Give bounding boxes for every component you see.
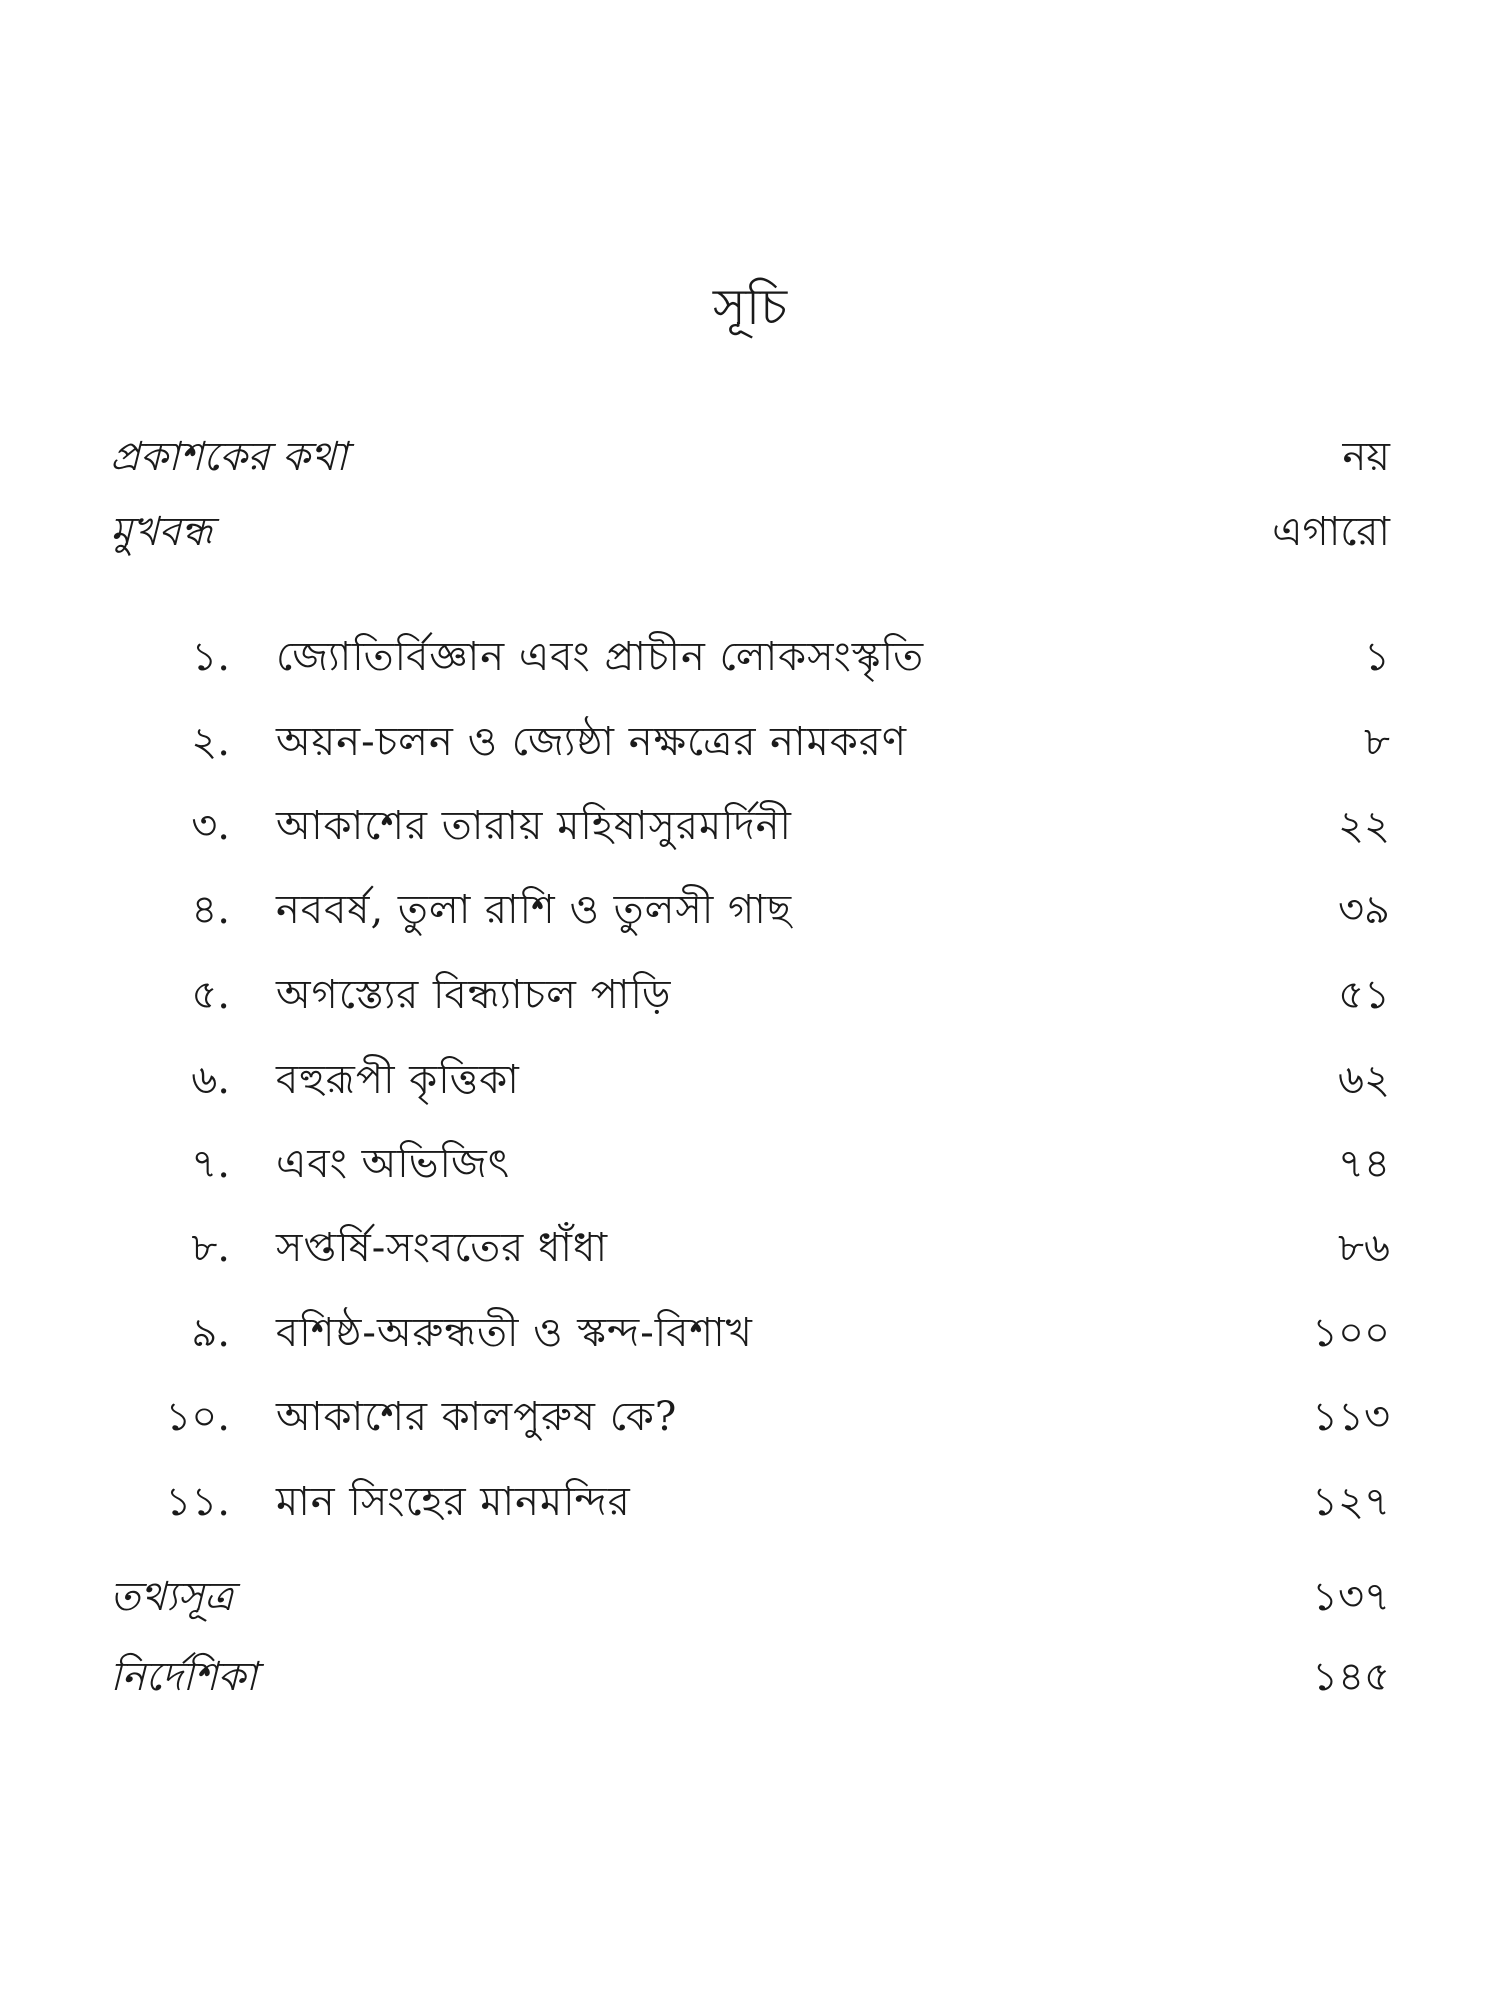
toc-entry-page: ১৪৫ [1312,1654,1390,1700]
toc-entry-index[interactable] [110,1642,1390,1712]
page-title: সূচি [712,278,788,336]
chapter-number: ৮. [191,1225,230,1271]
chapter-title: অগস্ত্যের বিন্ধ্যাচল পাড়ি [276,972,672,1018]
chapter-number: ১১. [165,1479,230,1525]
toc-entry-publishers-note[interactable] [110,422,1390,492]
chapter-title: নববর্ষ, তুলা রাশি ও তুলসী গাছ [276,887,793,933]
toc-chapter-11[interactable] [110,1467,1390,1537]
toc-chapter-7[interactable] [110,1129,1390,1199]
toc-chapter-5[interactable] [110,960,1390,1030]
chapter-page: ১২৭ [1312,1479,1390,1525]
chapter-page: ৮৬ [1338,1225,1390,1271]
toc-entry-page: ১৩৭ [1312,1574,1390,1620]
chapter-page: ৬২ [1337,1057,1390,1103]
chapter-title: অয়ন-চলন ও জ্যেষ্ঠা নক্ষত্রের নামকরণ [276,719,908,765]
toc-chapter-9[interactable] [110,1298,1390,1368]
chapter-page: ৭৪ [1338,1141,1390,1187]
chapter-number: ৫. [191,972,230,1018]
chapter-number: ৪. [191,887,230,933]
chapter-title: সপ্তর্ষি-সংবতের ধাঁধা [276,1225,609,1271]
chapter-title: এবং অভিজিৎ [276,1141,511,1187]
toc-entry-references[interactable] [110,1562,1390,1632]
toc-entry-preface[interactable] [110,497,1390,567]
toc-chapter-4[interactable] [110,875,1390,945]
chapter-title: বহুরূপী কৃত্তিকা [276,1057,520,1103]
chapter-number: ২. [191,719,230,765]
chapter-number: ১০. [165,1394,230,1440]
chapter-page: ৫১ [1338,972,1390,1018]
chapter-number: ৭. [191,1141,230,1187]
chapter-number: ১. [191,634,230,680]
toc-entry-label: মুখবন্ধ [110,509,213,555]
toc-chapter-10[interactable] [110,1382,1390,1452]
chapter-title: জ্যোতির্বিজ্ঞান এবং প্রাচীন লোকসংস্কৃতি [276,634,925,680]
chapter-title: আকাশের কালপুরুষ কে? [276,1394,678,1440]
toc-chapter-8[interactable] [110,1213,1390,1283]
chapter-number: ৩. [191,803,230,849]
toc-chapter-3[interactable] [110,791,1390,861]
toc-entry-label: নির্দেশিকা [110,1654,258,1700]
toc-chapter-1[interactable] [110,622,1390,692]
chapter-title: মান সিংহের মানমন্দির [276,1479,631,1525]
chapter-page: ১১৩ [1312,1394,1390,1440]
chapter-number: ৬. [191,1057,230,1103]
toc-chapter-2[interactable] [110,707,1390,777]
chapter-title: আকাশের তারায় মহিষাসুরমর্দিনী [276,803,792,849]
chapter-number: ৯. [191,1310,230,1356]
chapter-page: ৩৯ [1338,887,1390,933]
chapter-page: ৮ [1364,719,1390,765]
toc-entry-label: তথ্যসূত্র [110,1574,234,1620]
toc-entry-page: নয় [1342,434,1390,480]
chapter-page: ১ [1364,634,1390,680]
chapter-title: বশিষ্ঠ-অরুন্ধতী ও স্কন্দ-বিশাখ [276,1310,753,1356]
chapter-page: ১০০ [1312,1310,1390,1356]
toc-entry-page: এগারো [1272,509,1390,555]
toc-chapter-6[interactable] [110,1045,1390,1115]
toc-entry-label: প্রকাশকের কথা [110,434,348,480]
chapter-page: ২২ [1337,803,1390,849]
